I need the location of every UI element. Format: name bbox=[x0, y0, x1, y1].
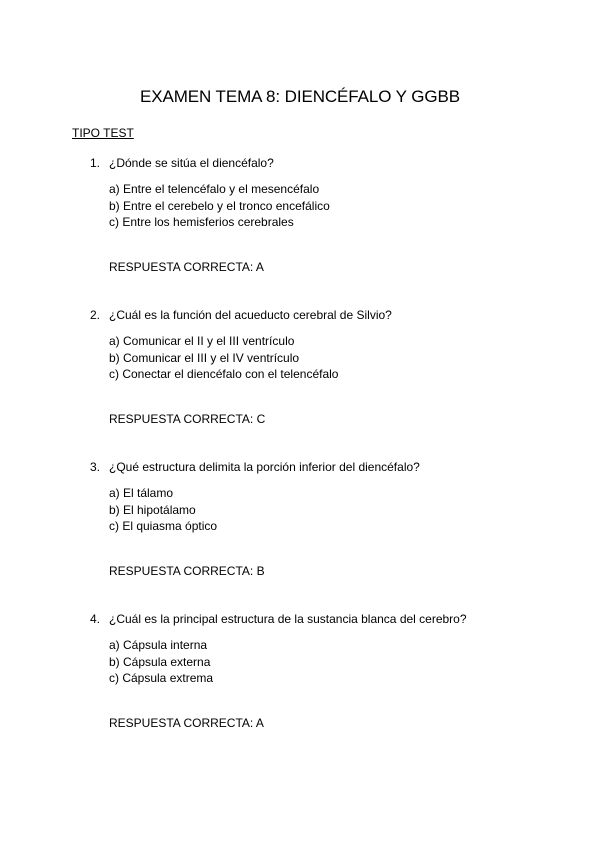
section-label: TIPO TEST bbox=[72, 126, 134, 140]
option-b: b) Comunicar el III y el IV ventrículo bbox=[109, 350, 300, 365]
option-c: c) Cápsula extrema bbox=[109, 671, 214, 685]
option-a: a) El tálamo bbox=[109, 486, 174, 500]
option-c: c) Conectar el diencéfalo con el telencéfalo bbox=[109, 367, 339, 381]
options-list bbox=[109, 181, 330, 231]
options-list bbox=[109, 333, 338, 383]
correct-answer: RESPUESTA CORRECTA: C bbox=[109, 412, 266, 426]
option-a: a) Comunicar el II y el III ventrículo bbox=[109, 334, 295, 348]
question-number: 4. bbox=[90, 612, 101, 626]
option-c: c) El quiasma óptico bbox=[109, 519, 218, 533]
option-c: c) Entre los hemisferios cerebrales bbox=[109, 215, 294, 229]
question-text: ¿Qué estructura delimita la porción inferior del diencéfalo? bbox=[109, 460, 420, 474]
question-number: 1. bbox=[90, 156, 101, 170]
question-text: ¿Dónde se sitúa el diencéfalo? bbox=[109, 156, 274, 170]
question-text: ¿Cuál es la función del acueducto cerebral de Silvio? bbox=[109, 308, 392, 322]
option-a: a) Entre el telencéfalo y el mesencéfalo bbox=[109, 182, 320, 196]
option-b: b) El hipotálamo bbox=[109, 502, 196, 517]
correct-answer: RESPUESTA CORRECTA: A bbox=[109, 260, 264, 274]
option-a: a) Cápsula interna bbox=[109, 638, 208, 652]
option-b: b) Cápsula externa bbox=[109, 654, 211, 669]
question-number: 2. bbox=[90, 308, 101, 322]
question-text: ¿Cuál es la principal estructura de la sustancia blanca del cerebro? bbox=[109, 612, 467, 626]
document-title: EXAMEN TEMA 8: DIENCÉFALO Y GGBB bbox=[140, 87, 460, 106]
options-list bbox=[109, 485, 217, 535]
question-number: 3. bbox=[90, 460, 101, 474]
correct-answer: RESPUESTA CORRECTA: B bbox=[109, 564, 265, 578]
options-list bbox=[109, 637, 213, 687]
correct-answer: RESPUESTA CORRECTA: A bbox=[109, 716, 264, 730]
option-b: b) Entre el cerebelo y el tronco encefálico bbox=[109, 198, 330, 213]
